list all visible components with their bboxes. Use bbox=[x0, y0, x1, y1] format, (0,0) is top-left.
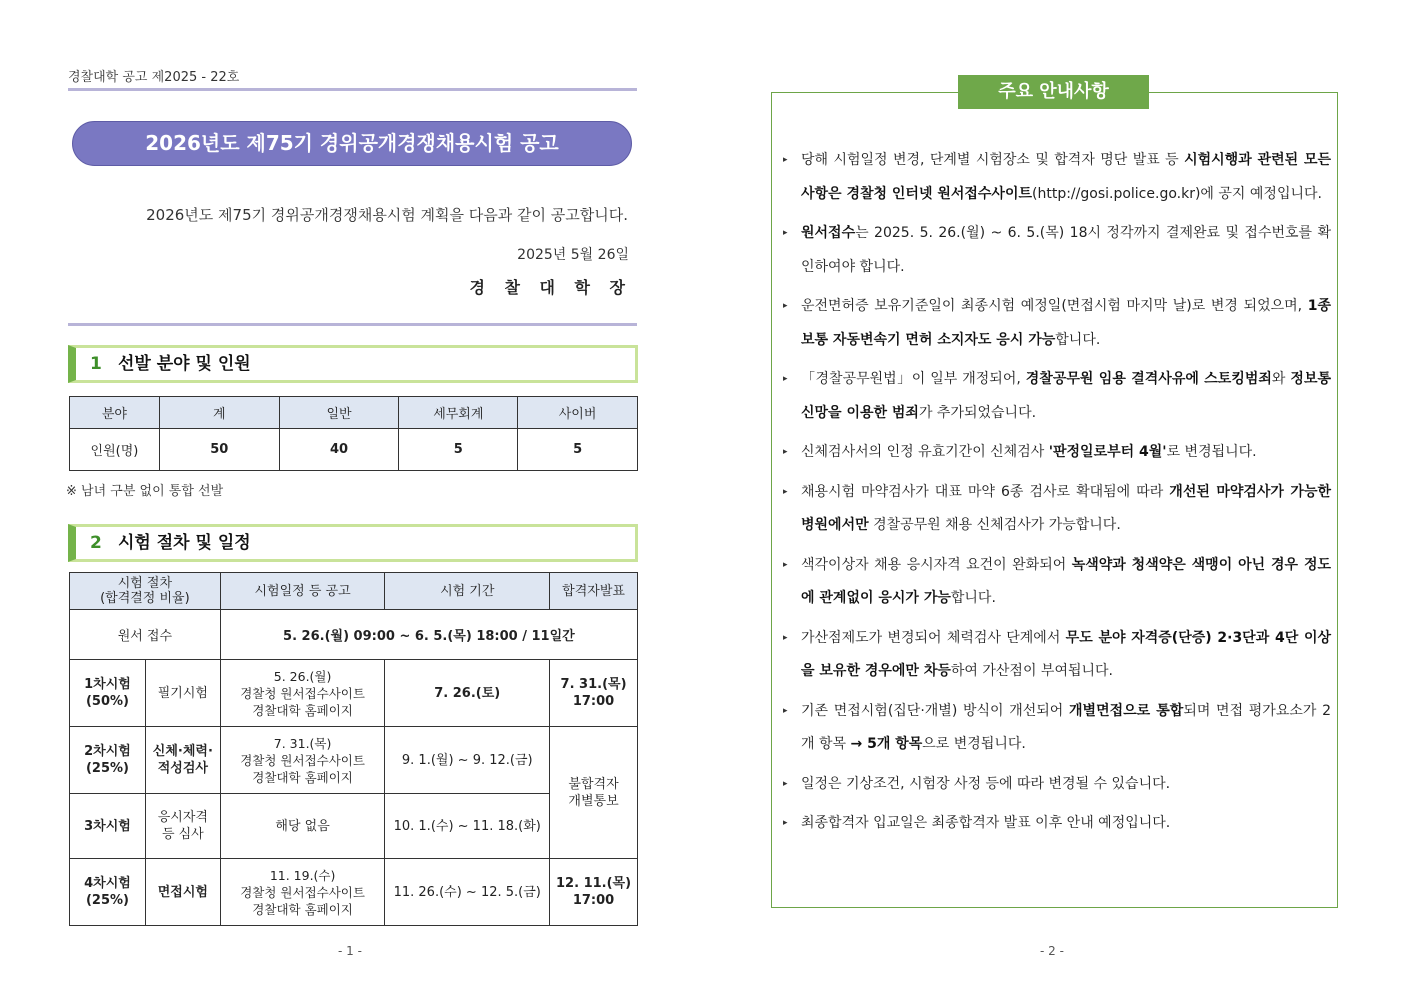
item-emphasis: '판정일로부터 4월' bbox=[1048, 444, 1167, 460]
bullet-marker: ▸ bbox=[783, 486, 788, 497]
period-cell: 11. 26.(수) ~ 12. 5.(금) bbox=[385, 859, 550, 926]
section-heading bbox=[68, 345, 638, 383]
divider bbox=[68, 323, 637, 326]
bullet-marker: ▸ bbox=[783, 632, 788, 643]
cell-line: 7. 31.(목) bbox=[273, 735, 332, 751]
cell-line: 응시자격 bbox=[157, 810, 208, 825]
item-text: 「경찰공무원법」이 일부 개정되어, bbox=[801, 371, 1026, 387]
notice-cell bbox=[220, 660, 385, 727]
cell-line: 경찰청 원서접수사이트 bbox=[240, 884, 365, 900]
section-number: 2 bbox=[90, 533, 102, 553]
section-title: 선발 분야 및 인원 bbox=[118, 354, 251, 374]
cell-line: 경찰청 원서접수사이트 bbox=[240, 685, 365, 701]
cell-line: 7. 31.(목) bbox=[560, 677, 627, 692]
item-text: 최종합격자 입교일은 최종합격자 발표 이후 안내 예정입니다. bbox=[801, 815, 1171, 831]
list-item bbox=[783, 144, 1331, 211]
item-text: 가 추가되었습니다. bbox=[918, 404, 1037, 421]
cell-line: 적성검사 bbox=[157, 761, 208, 776]
table-cell: 50 bbox=[159, 429, 279, 471]
bullet-marker: ▸ bbox=[783, 559, 788, 570]
list-item bbox=[783, 476, 1331, 543]
item-text: 로 변경됩니다. bbox=[1166, 444, 1257, 460]
cell-line: (50%) bbox=[85, 694, 129, 709]
period-cell: 9. 1.(월) ~ 9. 12.(금) bbox=[385, 727, 550, 794]
type-cell: 면접시험 bbox=[145, 859, 220, 926]
bullet-marker: ▸ bbox=[783, 447, 788, 457]
table-row bbox=[70, 610, 638, 660]
section-heading bbox=[68, 524, 638, 562]
result-cell bbox=[550, 727, 638, 859]
bullet-marker: ▸ bbox=[783, 818, 788, 828]
stage-cell bbox=[70, 727, 146, 794]
cell-line: 17:00 bbox=[572, 694, 615, 709]
cell-line: (25%) bbox=[85, 893, 129, 908]
item-emphasis: → 5개 항목 bbox=[850, 736, 923, 752]
table-header: 계 bbox=[159, 397, 279, 429]
schedule-table bbox=[69, 572, 638, 926]
item-text: 합니다. bbox=[950, 590, 996, 606]
table-header: 분야 bbox=[70, 397, 160, 429]
table-header: 시험 기간 bbox=[385, 573, 550, 610]
item-text: 채용시험 마약검사가 대표 마약 6종 검사로 확대됨에 따라 bbox=[801, 483, 1170, 500]
notice-cell: 해당 없음 bbox=[220, 794, 385, 859]
table-row bbox=[70, 727, 638, 794]
item-emphasis: 정보통신망을 이용한 범죄 bbox=[801, 371, 1331, 421]
cell-line: 불합격자 bbox=[568, 776, 619, 792]
stage-cell bbox=[70, 859, 146, 926]
bullet-marker: ▸ bbox=[783, 155, 788, 165]
cell-line: 경찰청 원서접수사이트 bbox=[240, 752, 365, 768]
item-text: 으로 변경됩니다. bbox=[922, 736, 1026, 752]
cell-line: 1차시험 bbox=[84, 677, 131, 692]
section-number: 1 bbox=[90, 354, 102, 374]
list-item bbox=[783, 290, 1331, 357]
list-item bbox=[783, 768, 1331, 802]
cell-line: 4차시험 bbox=[84, 876, 131, 891]
table-header: 일반 bbox=[279, 397, 399, 429]
list-item bbox=[783, 695, 1331, 762]
table-header: 세무회계 bbox=[399, 397, 518, 429]
result-cell bbox=[550, 660, 638, 727]
item-text: 하여 가산점이 부여됩니다. bbox=[950, 663, 1113, 679]
type-cell: 필기시험 bbox=[145, 660, 220, 727]
list-item bbox=[783, 622, 1331, 689]
cell-line: 5. 26.(월) bbox=[273, 668, 332, 684]
divider bbox=[68, 88, 637, 91]
cell-line: (25%) bbox=[85, 761, 129, 776]
bullet-marker: ▸ bbox=[783, 228, 788, 238]
table-cell: 40 bbox=[279, 429, 399, 471]
table-cell: 5. 26.(월) 09:00 ~ 6. 5.(목) 18:00 / 11일간 bbox=[220, 610, 637, 660]
table-row bbox=[70, 429, 638, 471]
cell-line: 17:00 bbox=[572, 893, 615, 908]
item-emphasis: 1종 보통 자동변속기 면허 소지자도 응시 가능 bbox=[801, 298, 1331, 348]
header-line: 시험 절차 bbox=[117, 576, 173, 591]
list-item bbox=[783, 436, 1331, 470]
notice-list bbox=[783, 144, 1331, 847]
table-cell: 5 bbox=[518, 429, 638, 471]
item-text: 색각이상자 채용 응시자격 요건이 완화되어 bbox=[801, 556, 1072, 573]
notice-number: 경찰대학 공고 제2025 - 22호 bbox=[68, 70, 240, 85]
recruitment-table bbox=[69, 396, 638, 471]
cell-line: 경찰대학 홈페이지 bbox=[252, 702, 353, 718]
list-item bbox=[783, 549, 1331, 616]
page-number: - 1 - bbox=[338, 944, 362, 958]
bullet-marker: ▸ bbox=[783, 374, 788, 384]
cell-line: 등 심사 bbox=[161, 827, 204, 842]
period-cell: 10. 1.(수) ~ 11. 18.(화) bbox=[385, 794, 550, 859]
cell-line: 경찰대학 홈페이지 bbox=[252, 769, 353, 785]
intro-text: 2026년도 제75기 경위공개경쟁채용시험 계획을 다음과 같이 공고합니다. bbox=[146, 206, 628, 224]
item-text: 운전면허증 보유기준일이 최종시험 예정일(면접시험 마지막 날)로 변경 되었으며, bbox=[801, 298, 1308, 314]
table-row bbox=[70, 660, 638, 727]
table-cell: 원서 접수 bbox=[70, 610, 221, 660]
stage-cell bbox=[70, 660, 146, 727]
page-title: 2026년도 제75기 경위공개경쟁채용시험 공고 bbox=[72, 121, 632, 166]
item-emphasis: 원서접수 bbox=[801, 225, 856, 241]
section-title: 시험 절차 및 일정 bbox=[118, 533, 251, 553]
item-text: 합니다. bbox=[1055, 331, 1101, 348]
item-emphasis: 녹색약과 청색약은 색맹이 아닌 경우 정도에 관계없이 응시가 가능 bbox=[801, 556, 1331, 606]
header-line: (합격결정 비율) bbox=[100, 591, 190, 606]
page-number: - 2 - bbox=[1040, 944, 1064, 958]
cell-line: 2차시험 bbox=[84, 744, 131, 759]
period-cell: 7. 26.(토) bbox=[385, 660, 550, 727]
table-header: 사이버 bbox=[518, 397, 638, 429]
bullet-marker: ▸ bbox=[783, 705, 788, 716]
cell-line: 경찰대학 홈페이지 bbox=[252, 901, 353, 917]
item-text: 일정은 기상조건, 시험장 사정 등에 따라 변경될 수 있습니다. bbox=[801, 775, 1171, 792]
notice-box-title: 주요 안내사항 bbox=[958, 75, 1149, 109]
notice-cell bbox=[220, 859, 385, 926]
item-text: 기존 면접시험(집단·개별) 방식이 개선되어 bbox=[801, 702, 1070, 719]
item-emphasis: 무도 분야 자격증(단증) 2·3단과 4단 이상을 보유한 경우에만 차등 bbox=[801, 629, 1332, 679]
cell-line: 개별통보 bbox=[568, 793, 619, 809]
table-header bbox=[70, 573, 221, 610]
table-row bbox=[70, 859, 638, 926]
bullet-marker: ▸ bbox=[783, 778, 788, 789]
table-header: 시험일정 등 공고 bbox=[220, 573, 385, 610]
item-text: 는 2025. 5. 26.(월) ~ 6. 5.(목) 18시 정각까지 결제완료 및 접수번호를 확인하여야 합니다. bbox=[801, 225, 1331, 275]
item-text: 신체검사서의 인정 유효기간이 신체검사 bbox=[801, 444, 1049, 460]
cell-line: 신체·체력· bbox=[152, 744, 213, 759]
bullet-marker: ▸ bbox=[783, 301, 788, 311]
cell-line: 12. 11.(목) bbox=[556, 876, 632, 891]
item-emphasis: 개별면접으로 통합 bbox=[1069, 702, 1184, 719]
table-header: 합격자발표 bbox=[550, 573, 638, 610]
table-cell: 인원(명) bbox=[70, 429, 160, 471]
notice-cell bbox=[220, 727, 385, 794]
stage-cell: 3차시험 bbox=[70, 794, 146, 859]
item-text: 경찰공무원 채용 신체검사가 가능합니다. bbox=[868, 517, 1121, 533]
footnote: ※ 남녀 구분 없이 통합 선발 bbox=[66, 484, 224, 499]
announcement-date: 2025년 5월 26일 bbox=[517, 247, 629, 263]
cell-line: 11. 19.(수) bbox=[269, 867, 336, 883]
list-item bbox=[783, 217, 1331, 284]
list-item bbox=[783, 807, 1331, 841]
item-text: 와 bbox=[1271, 371, 1291, 387]
item-emphasis: 경찰공무원 임용 결격사유에 스토킹범죄 bbox=[1025, 371, 1272, 387]
table-cell: 5 bbox=[399, 429, 518, 471]
item-emphasis: 개선된 마약검사가 가능한 병원에서만 bbox=[801, 483, 1331, 533]
item-text: (http://gosi.police.go.kr)에 공지 예정입니다. bbox=[1032, 185, 1322, 202]
type-cell bbox=[145, 727, 220, 794]
list-item bbox=[783, 363, 1331, 430]
item-text: 당해 시험일정 변경, 단계별 시험장소 및 합격자 명단 발표 등 bbox=[801, 152, 1185, 168]
item-text: 되며 면접 평가요소가 2개 항목 bbox=[801, 702, 1331, 752]
item-emphasis: 시험시행과 관련된 모든 사항은 경찰청 인터넷 원서접수사이트 bbox=[801, 152, 1331, 202]
signer: 경 찰 대 학 장 bbox=[469, 278, 632, 297]
item-text: 가산점제도가 변경되어 체력검사 단계에서 bbox=[801, 629, 1066, 646]
type-cell bbox=[145, 794, 220, 859]
result-cell bbox=[550, 859, 638, 926]
